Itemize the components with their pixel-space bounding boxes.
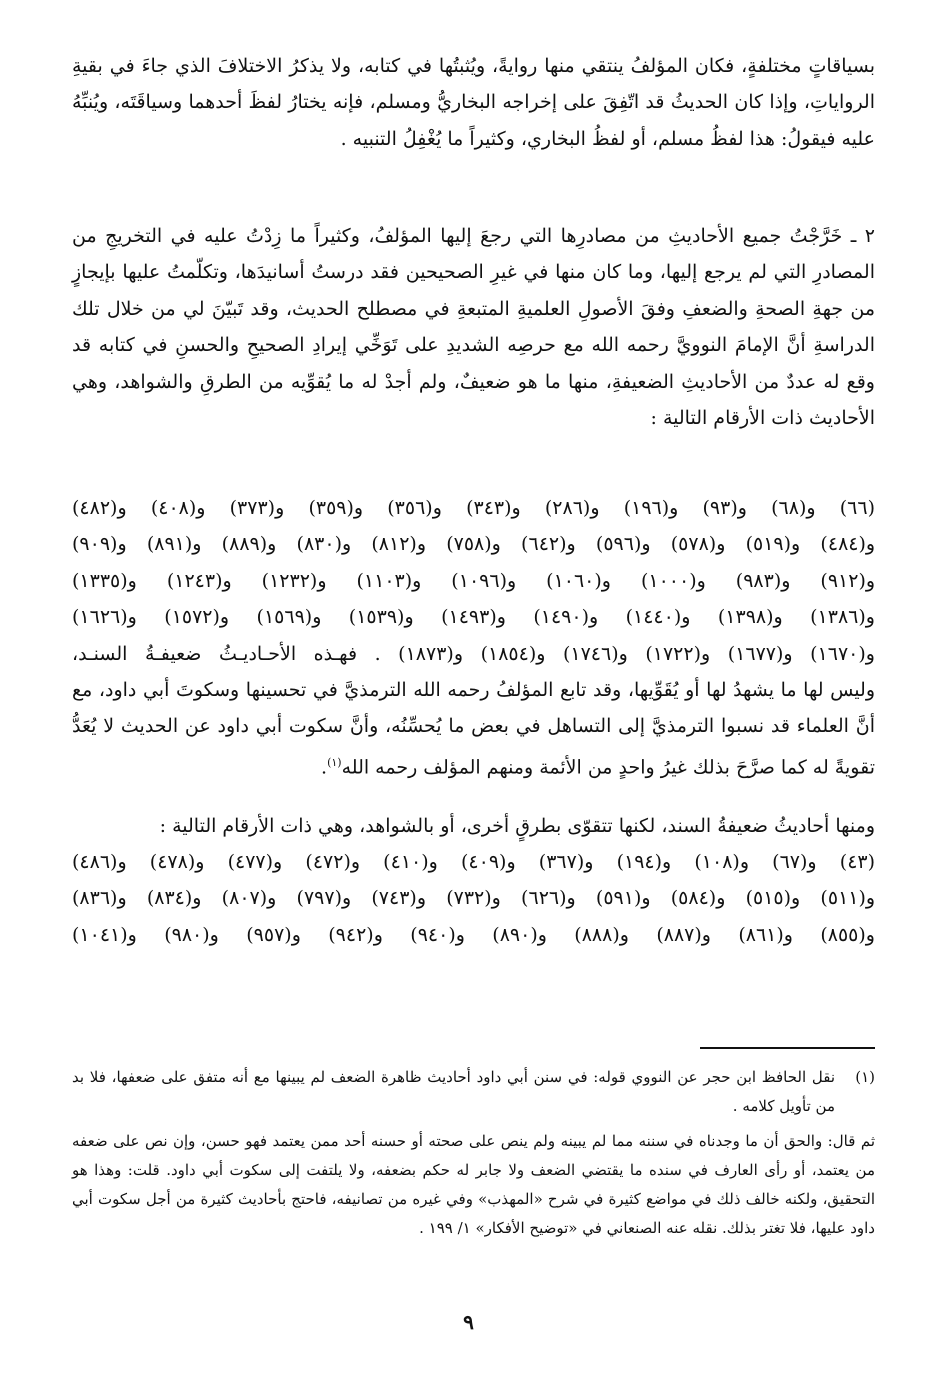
strengthened-hadith-numbers — [72, 844, 875, 953]
page-number: ٩ — [463, 1310, 474, 1334]
paragraph-4: ومنها أحاديثُ ضعيفةُ السند، لكنها تتقوّى بطرقٍ أخرى، أو بالشواهد، وهي ذات الأرقام التالية : — [159, 814, 875, 837]
numbers-line: و(١٦٧٠) و(١٦٧٧) و(١٧٢٢) و(١٧٤٦) و(١٨٥٤) و(١٨٧٣) . فهـذه الأحـاديـثُ ضعيفـةُ السنـد، — [72, 642, 875, 665]
paragraph-3 — [72, 672, 875, 786]
footnote-text: نقل الحافظ ابن حجر عن النووي قوله: في سنن أبي داود أحاديث ظاهرة الضعف لم يبينها مع أنه متفق على ضعفها، فلا بد من تأويل كلامه . — [72, 1068, 835, 1115]
numbers-line: و(٩١٢) و(٩٨٣) و(١٠٠٠) و(١٠٦٠) و(١٠٩٦) و(١١٠٣) و(١٢٣٢) و(١٢٤٣) و(١٣٣٥) — [72, 569, 876, 592]
numbers-line: (٤٣) و(٦٧) و(١٠٨) و(١٩٤) و(٣٦٧) و(٤٠٩) و(٤١٠) و(٤٧٢) و(٤٧٧) و(٤٧٨) و(٤٨٦) — [72, 850, 876, 873]
numbers-line: و(٨٥٥) و(٨٦١) و(٨٨٧) و(٨٨٨) و(٨٩٠) و(٩٤٠) و(٩٤٢) و(٩٥٧) و(٩٨٠) و(١٠٤١) — [72, 923, 875, 946]
numbers-line: و(٤٨٤) و(٥١٩) و(٥٧٨) و(٥٩٦) و(٦٤٢) و(٧٥٨) و(٨١٢) و(٨٣٠) و(٨٨٩) و(٨٩١) و(٩٠٩) — [72, 533, 876, 556]
footnote-1 — [72, 1063, 875, 1121]
weak-hadith-numbers — [72, 490, 875, 672]
numbers-line: و(٥١١) و(٥١٥) و(٥٨٤) و(٥٩١) و(٦٢٦) و(٧٣٢) و(٧٤٣) و(٧٩٧) و(٨٠٧) و(٨٣٤) و(٨٣٦) — [72, 887, 876, 910]
numbers-line: (٦٦) و(٦٨) و(٩٣) و(١٩٦) و(٢٨٦) و(٣٤٣) و(٣٥٦) و(٣٥٩) و(٣٧٣) و(٤٠٨) و(٤٨٢) — [72, 497, 875, 519]
footnote-continuation: ثم قال: والحق أن ما وجدناه في سننه مما لم يبينه ولم ينص على صحته أو حسنه أحد ممن يعتمد فهو حسن، وإن نص على ضعفه من يعتمد، أو رأى العارف في سنده ما يقتضي الضعف ولا جابر له حكم بضعفه، ولا يلتفت إلى سكوت أبي داود. قلت: وهذا هو التحقيق، ولكنه خالف ذلك في مواضع كثيرة في شرح «المهذب» وفي غيره من تصانيفه، فاحتج بأحاديث كثيرة من أجل سكوت أبي داود عليها، فلا تغتر بذلك. نقله عنه الصنعاني في «توضيح الأفكار» ١/ ١٩٩ . — [72, 1132, 875, 1237]
footnotes — [72, 1063, 875, 1243]
paragraph-2: ٢ ـ خَرَّجْتُ جميع الأحاديثِ من مصادرِها التي رجعَ إليها المؤلفُ، وكثيراً ما زِدْتُ عليه في التخريجِ من المصادرِ التي لم يرجع إليها، وما كان منها في غيرِ الصحيحين فقد درستُ أسانيدَها، وتكلّمتُ عليها بإيجازٍ من جهةِ الصحةِ والضعفِ وفقَ الأصولِ العلميةِ المتبعةِ في مصطلح الحديث، وقد تَبيّنَ لي من خلال تلك الدراسةِ أنَّ الإمامَ النوويَّ رحمه الله مع حرصِه الشديدِ على تَوَخِّي إيرادِ الصحيحِ والحسنِ في كتابه قد وقع له عددٌ من الأحاديثِ الضعيفةِ، منها ما هو ضعيفٌ، ولم أجدْ له ما يُقوِّيه من الطرقِ والشواهد، وهي الأحاديث ذات الأرقام التالية : — [72, 225, 875, 430]
footnote-reference: (١) — [327, 755, 342, 769]
paragraph-3-text: وليس لها ما يشهدُ لها أو يُقَوِّيها، وقد تابع المؤلفُ رحمه الله الترمذيَّ في تحسينها وسكوتَ أبي داود، مع أنَّ العلماء قد نسبوا الترمذيَّ إلى التساهل في بعض ما يُحسِّنُه، وأنَّ سكوت أبي داود عن الحديث لا يُعَدُّ تقويةً له كما صرَّحَ بذلك غيرُ واحدٍ من الأئمة ومنهم المؤلف رحمه الله — [72, 678, 875, 779]
footnote-number: (١) — [855, 1068, 875, 1086]
footnote-separator — [700, 1047, 875, 1049]
paragraph-3-end: . — [321, 756, 328, 779]
numbers-line: و(١٣٨٦) و(١٣٩٨) و(١٤٤٠) و(١٤٩٠) و(١٤٩٣) و(١٥٣٩) و(١٥٦٩) و(١٥٧٢) و(١٦٢٦) — [72, 606, 875, 629]
paragraph-1: بسياقاتٍ مختلفةٍ، فكان المؤلفُ ينتقي منها روايةً، ويُثبتُها في كتابه، ولا يذكرُ الاختلافَ الذي جاءَ في بقيةِ الرواياتِ، وإذا كان الحديثُ قد اتّفِقَ على إخراجه البخاريُّ ومسلم، فإنه يختارُ لفظَ أحدهما وسياقَتَه، ويُنبِّهُ عليه فيقولُ: هذا لفظُ مسلم، أو لفظُ البخاري، وكثيراً ما يُغْفِلُ التنبيه . — [72, 55, 875, 150]
